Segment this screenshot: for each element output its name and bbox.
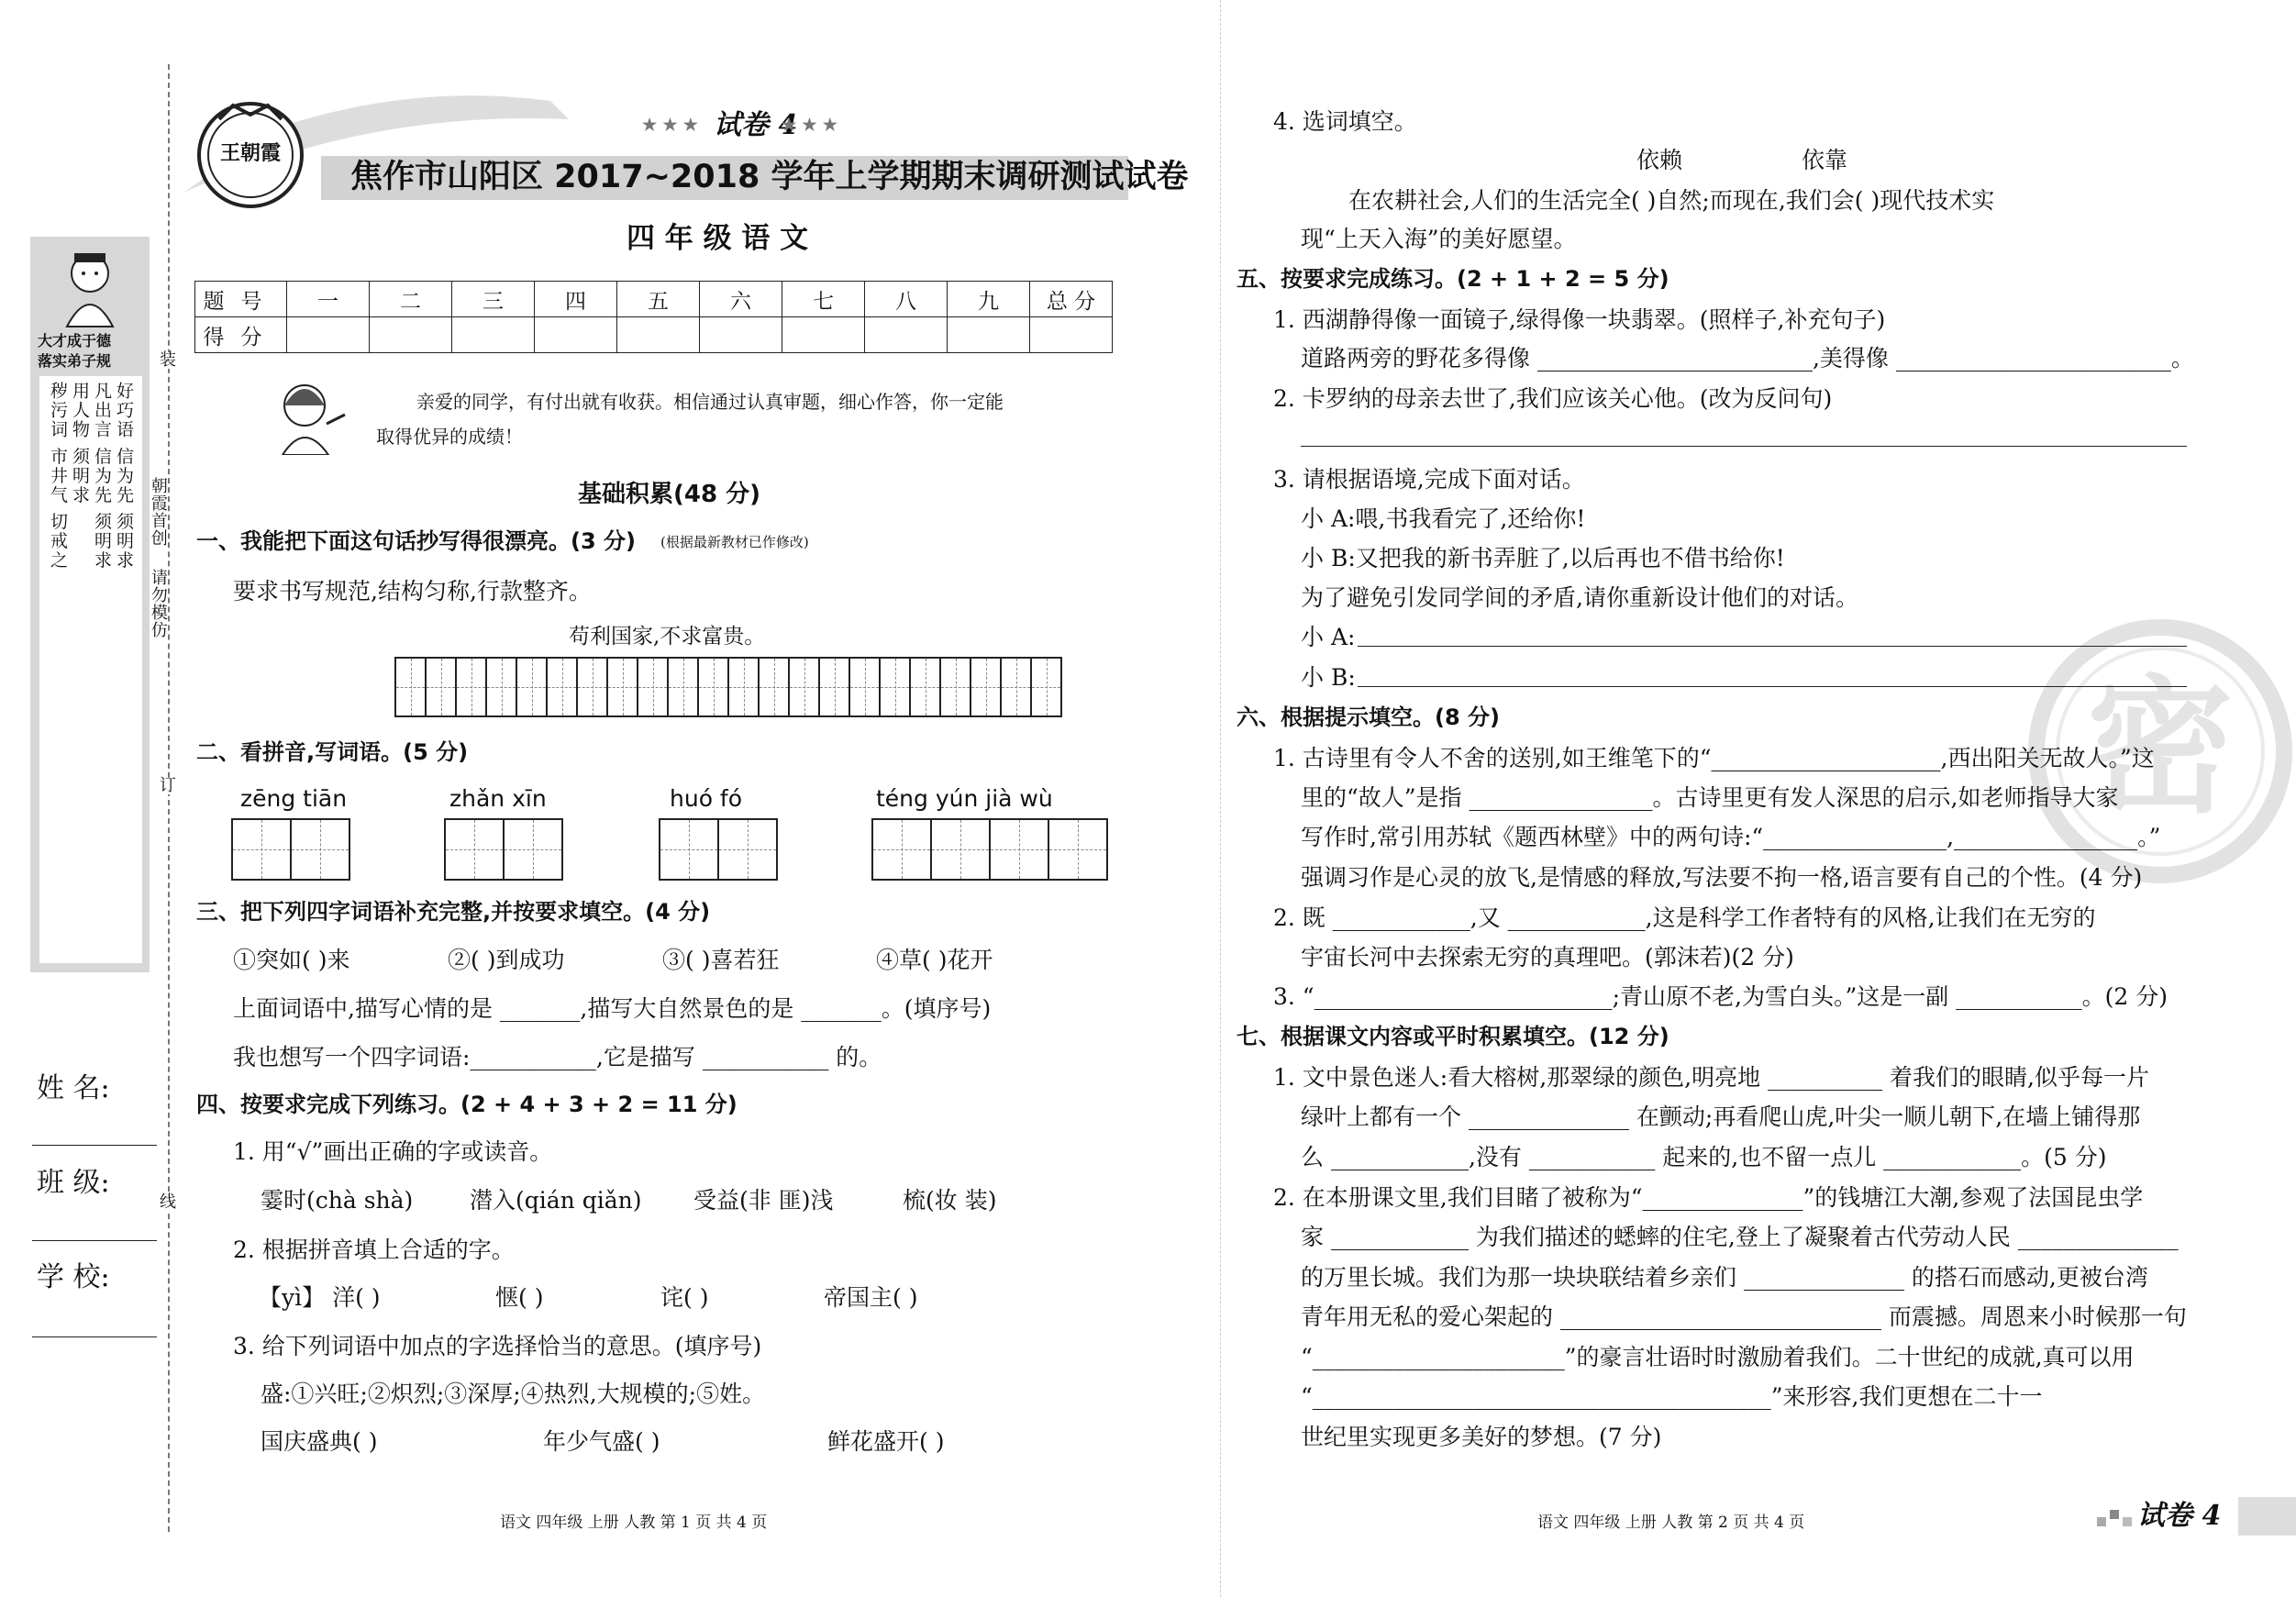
brand-logo bbox=[196, 101, 305, 209]
score-col: 七 bbox=[782, 282, 865, 317]
score-header-row bbox=[195, 282, 1113, 317]
q3-line-1[interactable]: 上面词语中,描写心情的是 _______,描写大自然景色的是 _______。(填序号) bbox=[233, 995, 992, 1022]
q7-title: 七、根据课文内容或平时积累填空。(12 分) bbox=[1237, 1024, 1669, 1049]
q3-item[interactable]: ④草( )花开 bbox=[876, 947, 993, 973]
score-table bbox=[194, 281, 1113, 353]
paper-badge: 试卷 4 bbox=[714, 109, 798, 141]
q6-1-line[interactable]: 里的“故人”是指 ________________。古诗里更有发人深思的启示,如老师指导大家 bbox=[1301, 784, 2119, 811]
class-field[interactable] bbox=[32, 1240, 157, 1241]
score-label: 得分 bbox=[195, 317, 287, 353]
q7-1-line[interactable]: 绿叶上都有一个 ______________ 在颤动;再看爬山虎,叶尖一顺儿朝下,在墙上铺得那 bbox=[1301, 1103, 2141, 1130]
q4-3-item[interactable]: 鲜花盛开( ) bbox=[827, 1428, 945, 1455]
q5-2-answer-line[interactable] bbox=[1301, 446, 2187, 447]
score-cell[interactable] bbox=[700, 317, 782, 353]
q6-3-line[interactable]: 3. “__________________________;青山原不老,为雪白头。”这是一副 ___________。(2 分) bbox=[1273, 983, 2168, 1010]
score-col: 八 bbox=[865, 282, 948, 317]
q5-3-requirement: 为了避免引发同学间的矛盾,请你重新设计他们的对话。 bbox=[1301, 584, 1858, 611]
q5-3-a: 小 A:喂,书我看完了,还给你! bbox=[1301, 505, 1586, 532]
q4-3: 3. 给下列词语中加点的字选择恰当的意思。(填序号) bbox=[233, 1333, 762, 1359]
name-field[interactable] bbox=[32, 1145, 157, 1146]
q5-3-label-a: 小 A: bbox=[1301, 624, 1356, 650]
q1-note: (根据最新教材已作修改) bbox=[660, 534, 809, 550]
q3-title: 三、把下列四字词语补充完整,并按要求填空。(4 分) bbox=[196, 899, 711, 925]
q1-title: 一、我能把下面这句话抄写得很漂亮。(3 分) bbox=[196, 528, 636, 554]
q4-4-word: 依靠 bbox=[1802, 147, 1848, 173]
q1-sentence: 苟利国家,不求富贵。 bbox=[569, 625, 766, 649]
score-cell[interactable] bbox=[948, 317, 1030, 353]
q7-1-line[interactable]: 1. 文中景色迷人:看大榕树,那翠绿的颜色,明亮地 __________ 着我们的眼睛,似乎每一片 bbox=[1273, 1064, 2149, 1091]
pinyin-1: zēng tiān bbox=[240, 785, 348, 812]
q7-1-line[interactable]: 么 ____________,没有 ___________ 起来的,也不留一点儿 ____________。(5 分) bbox=[1301, 1144, 2107, 1170]
q4-4: 4. 选词填空。 bbox=[1273, 108, 1417, 135]
q4-3-meanings: 盛:①兴旺;②炽烈;③深厚;④热烈,大规模的;⑤姓。 bbox=[261, 1381, 766, 1407]
side-note-2: 请勿模仿 bbox=[148, 569, 168, 638]
girl-illustration bbox=[272, 378, 350, 455]
q4-1-item[interactable]: 梳(妆 装) bbox=[903, 1187, 997, 1214]
seal-mark-3: 线 bbox=[160, 1192, 176, 1212]
logo-text: 王朝霞 bbox=[220, 141, 282, 165]
q7-2-line[interactable]: 家 ____________ 为我们描述的蟋蟀的住宅,登上了凝聚着古代劳动人民 ______________ bbox=[1301, 1224, 2179, 1250]
side-note-1: 朝霞首创 bbox=[148, 477, 168, 547]
sidebar-motto-panel bbox=[30, 237, 150, 972]
q3-item[interactable]: ①突如( )来 bbox=[233, 947, 350, 973]
stamp-text: 密 bbox=[2087, 660, 2235, 833]
intro-line-2: 取得优异的成绩！ bbox=[376, 426, 523, 448]
q3-line-2[interactable]: 我也想写一个四字词语:___________,它是描写 ___________ 的。 bbox=[233, 1044, 882, 1070]
q6-title: 六、根据提示填空。(8 分) bbox=[1237, 704, 1500, 730]
corner-badge: 试卷 4 bbox=[2137, 1500, 2222, 1532]
seal-mark-1: 装 bbox=[160, 350, 176, 370]
motto-column: 秽污词 市井气 切戒之 bbox=[48, 382, 68, 571]
star-deco-right: ★ ★ ★ bbox=[782, 116, 837, 135]
motto-text-block bbox=[39, 376, 142, 963]
corner-bar bbox=[2238, 1497, 2296, 1536]
score-col: 四 bbox=[535, 282, 617, 317]
score-col: 九 bbox=[948, 282, 1030, 317]
score-cell[interactable] bbox=[535, 317, 617, 353]
q5-3-answer-a[interactable] bbox=[1358, 646, 2187, 647]
class-label: 班 级: bbox=[37, 1167, 110, 1199]
q4-1-item[interactable]: 受益(非 匪)浅 bbox=[693, 1187, 834, 1214]
q4-title: 四、按要求完成下列练习。(2 + 4 + 3 + 2 = 11 分) bbox=[196, 1092, 738, 1117]
pinyin-grid-2[interactable] bbox=[444, 818, 563, 881]
motto-top-2: 落实弟子规 bbox=[38, 352, 112, 370]
section-heading: 基础积累(48 分) bbox=[578, 481, 760, 508]
motto-column: 用人物 须明求 bbox=[70, 382, 90, 505]
q6-2-line: 宇宙长河中去探索无穷的真理吧。(郭沫若)(2 分) bbox=[1301, 944, 1794, 970]
pinyin-3: huó fó bbox=[670, 785, 743, 812]
pinyin-grid-3[interactable] bbox=[659, 818, 778, 881]
left-footer: 语文 四年级 上册 人教 第 1 页 共 4 页 bbox=[500, 1514, 768, 1532]
score-col: 三 bbox=[452, 282, 535, 317]
scholar-figure bbox=[49, 246, 131, 328]
q4-3-item[interactable]: 年少气盛( ) bbox=[543, 1428, 660, 1455]
score-cell[interactable] bbox=[452, 317, 535, 353]
copy-grid[interactable] bbox=[394, 657, 1062, 717]
q4-2-item[interactable]: 惬( ) bbox=[495, 1284, 544, 1311]
q2-title: 二、看拼音,写词语。(5 分) bbox=[196, 739, 469, 765]
binding-line bbox=[168, 64, 170, 1532]
q7-2-line[interactable]: 青年用无私的爱心架起的 ____________________________ 而震撼。周恩来小时候那一句 bbox=[1301, 1303, 2187, 1330]
q5-3-b: 小 B:又把我的新书弄脏了,以后再也不借书给你! bbox=[1301, 545, 1785, 571]
subject-title: 四 年 级 语 文 bbox=[627, 222, 809, 255]
q7-2-line[interactable]: “________________________________________”来形容,我们更想在二十一 bbox=[1301, 1383, 2043, 1410]
score-cell[interactable] bbox=[617, 317, 700, 353]
seal-mark-2: 订 bbox=[160, 776, 176, 795]
pinyin-grid-1[interactable] bbox=[231, 818, 350, 881]
score-col: 总 分 bbox=[1030, 282, 1113, 317]
q4-4-word: 依赖 bbox=[1636, 147, 1683, 173]
q5-3-answer-b[interactable] bbox=[1358, 686, 2187, 687]
score-label: 题号 bbox=[195, 282, 287, 317]
score-cell[interactable] bbox=[782, 317, 865, 353]
star-deco-left: ★ ★ ★ bbox=[642, 116, 698, 135]
q4-1-item[interactable]: 霎时(chà shà) bbox=[261, 1187, 414, 1214]
score-col: 一 bbox=[287, 282, 370, 317]
right-footer: 语文 四年级 上册 人教 第 2 页 共 4 页 bbox=[1537, 1514, 1805, 1532]
q7-2-line[interactable]: 的万里长城。我们为那一块块联结着乡亲们 ______________ 的搭石而感动,更被台湾 bbox=[1301, 1264, 2148, 1291]
q4-2-item[interactable]: 诧( ) bbox=[660, 1284, 709, 1311]
school-field[interactable] bbox=[32, 1336, 157, 1337]
q4-4-line-1[interactable]: 在农耕社会,人们的生活完全( )自然;而现在,我们会( )现代技术实 bbox=[1348, 187, 1995, 214]
motto-top-1: 大才成于德 bbox=[38, 332, 112, 349]
q4-2-item[interactable]: 帝国主( ) bbox=[824, 1284, 918, 1311]
q4-1-item[interactable]: 潜入(qián qiǎn) bbox=[470, 1187, 642, 1214]
score-col: 五 bbox=[617, 282, 700, 317]
name-label: 姓 名: bbox=[37, 1072, 110, 1104]
score-cell[interactable] bbox=[1030, 317, 1113, 353]
q4-4-line-2: 现“上天入海”的美好愿望。 bbox=[1301, 226, 1577, 252]
q4-1: 1. 用“√”画出正确的字或读音。 bbox=[233, 1138, 553, 1165]
score-cell[interactable] bbox=[865, 317, 948, 353]
q5-1-line[interactable]: 道路两旁的野花多得像 ________________________,美得像 ________________________。 bbox=[1301, 345, 2194, 372]
q5-3-label-b: 小 B: bbox=[1301, 664, 1356, 691]
q5-3: 3. 请根据语境,完成下面对话。 bbox=[1273, 466, 1585, 493]
q5-title: 五、按要求完成练习。(2 + 1 + 2 = 5 分) bbox=[1237, 266, 1669, 292]
q7-2-line[interactable]: 2. 在本册课文里,我们目睹了被称为“______________”的钱塘江大潮,参观了法国昆虫学 bbox=[1273, 1184, 2144, 1211]
q3-item[interactable]: ③( )喜若狂 bbox=[662, 947, 780, 973]
q6-1-line[interactable]: 写作时,常引用苏轼《题西林壁》中的两句诗:“________________,________________。” bbox=[1301, 824, 2161, 850]
corner-deco bbox=[2097, 1504, 2134, 1532]
q4-2: 2. 根据拼音填上合适的字。 bbox=[233, 1237, 515, 1263]
school-label: 学 校: bbox=[37, 1261, 110, 1293]
q6-1-line[interactable]: 1. 古诗里有令人不舍的送别,如王维笔下的“____________________,西出阳关无故人。”这 bbox=[1273, 745, 2155, 771]
score-cell[interactable] bbox=[370, 317, 452, 353]
intro-line-1: 亲爱的同学，有付出就有收获。相信通过认真审题，细心作答，你一定能 bbox=[416, 391, 1004, 413]
pinyin-2: zhǎn xīn bbox=[449, 785, 547, 812]
score-cell[interactable] bbox=[287, 317, 370, 353]
score-col: 二 bbox=[370, 282, 452, 317]
q1-requirement: 要求书写规范,结构匀称,行款整齐。 bbox=[233, 578, 592, 604]
exam-title: 焦作市山阳区 2017~2018 学年上学期期末调研测试试卷 bbox=[350, 159, 1189, 195]
fold-line bbox=[1220, 0, 1221, 1597]
q5-2: 2. 卡罗纳的母亲去世了,我们应该关心他。(改为反问句) bbox=[1273, 385, 1833, 412]
pinyin-grid-4[interactable] bbox=[871, 818, 1108, 881]
q6-1-line: 强调习作是心灵的放飞,是情感的释放,写法要不拘一格,语言要有自己的个性。(4 分) bbox=[1301, 864, 2143, 891]
q4-3-item[interactable]: 国庆盛典( ) bbox=[261, 1428, 378, 1455]
q5-1: 1. 西湖静得像一面镜子,绿得像一块翡翠。(照样子,补充句子) bbox=[1273, 306, 1886, 333]
q7-2-line: 世纪里实现更多美好的梦想。(7 分) bbox=[1301, 1424, 1662, 1450]
q3-item[interactable]: ②( )到成功 bbox=[448, 947, 565, 973]
q4-2-item[interactable]: 【yì】 洋( ) bbox=[259, 1284, 381, 1311]
score-col: 六 bbox=[700, 282, 782, 317]
q7-2-line[interactable]: “______________________”的豪言壮语时时激励着我们。二十世纪的成就,真可以用 bbox=[1301, 1344, 2135, 1370]
motto-column: 凡出言 信为先 须明求 bbox=[92, 382, 112, 571]
pinyin-4: téng yún jià wù bbox=[876, 785, 1053, 812]
motto-column: 好巧语 信为先 须明求 bbox=[114, 382, 134, 571]
score-value-row bbox=[195, 317, 1113, 353]
q6-2-line[interactable]: 2. 既 ____________,又 ____________,这是科学工作者特有的风格,让我们在无穷的 bbox=[1273, 904, 2096, 931]
